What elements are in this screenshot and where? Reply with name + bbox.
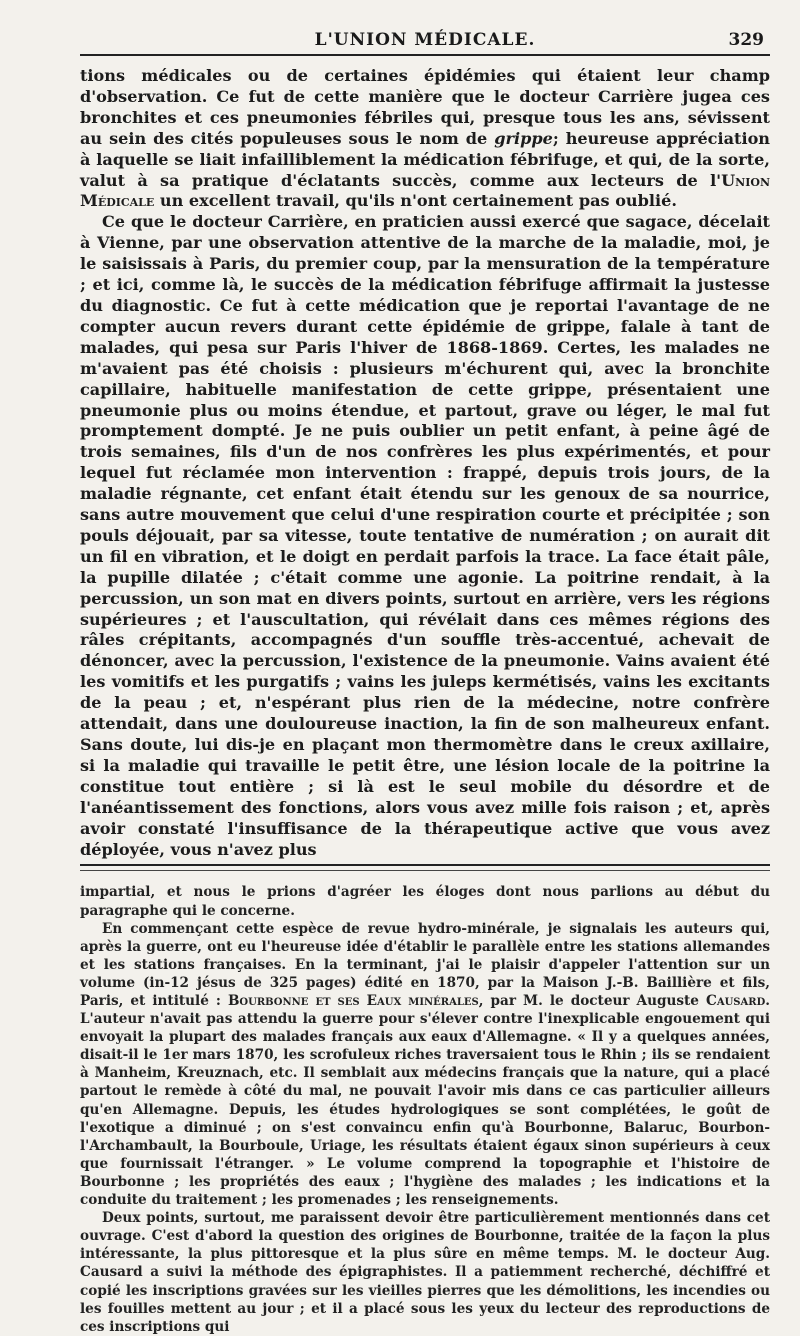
- text-run: . L'auteur n'avait pas attendu la guerre pour s'élever contre l'inexplicable engouement qui envoyait la plupart des malades français aux eaux d'Allemagne. « Il y a quelques années, disait-il le 1er mars 1870, les scrofuleux riches traversaient tous le Rhin ; ils se rendaient à Manheim, Kreuznach, etc. Il semblait aux médecins français que la nature, qui a placé partout le remède à côté du mal, ne pouvait l'avoir mis dans ce cas particulier ailleurs qu'en Allemagne. Depuis, les études hydrologiques se sont complétées, le goût de l'exotique a diminué ; on s'est convaincu enfin qu'à Bourbonne, Balaruc, Bourbon-l'Archambault, la Bourboule, Uriage, les résultats étaient égaux sinon supérieurs à ceux que fournissait l'étranger. » Le volume comprend la topographie et l'histoire de Bourbonne ; les propriétés des eaux ; l'hygiène des malades ; les indications et la conduite du traitement ; les promenades ; les renseignements.: [80, 993, 770, 1209]
- text-run: En commençant cette espèce de revue hydro-minérale, je signalais les auteurs qui, après la guerre, ont eu l'heureuse idée d'établir le parallèle entre les stations allemandes et les stations françaises. En la terminant, j'ai le plaisir d'appeler l'attention sur un volume (in-12 jésus de 325 pages) édité en 1870, par la Maison J.-B. Baillière et fils, Paris, et intitulé :: [80, 920, 770, 1009]
- page-number: 329: [728, 30, 764, 50]
- section-divider: [80, 864, 770, 871]
- text-run: un excellent travail, qu'ils n'ont certainement pas oublié.: [154, 191, 677, 211]
- text-run: , par M. le docteur Auguste: [478, 993, 706, 1009]
- author-name: Causard: [706, 993, 766, 1009]
- main-paragraph-2: Ce que le docteur Carrière, en praticien aussi exercé que sagace, décelait à Vienne, par une observation attentive de la marche de la maladie, moi, je le saisissais à Paris, du premier coup, par la mensuration de la température ; et ici, comme là, le succès de la médication fébrifuge affirmait la justesse du diagnostic. Ce fut à cette médication que je reportai l'avantage de ne compter aucun revers durant cette épidémie de grippe, falale à tant de malades, qui pesa sur Paris l'hiver de 1868-1869. Certes, les malades ne m'avaient pas été choisis : plusieurs m'échurent qui, avec la bronchite capillaire, habituelle manifestation de cette grippe, présentaient une pneumonie plus ou moins étendue, et partout, grave ou léger, le mal fut promptement dompté. Je ne puis oublier un petit enfant, à peine âgé de trois semaines, fils d'un de nos confrères les plus expérimentés, et pour lequel fut réclamée mon intervention : frappé, depuis trois jours, de la maladie régnante, cet enfant était étendu sur les genoux de sa nourrice, sans autre mouvement que celui d'une respiration courte et précipitée ; son pouls déjouait, par sa vitesse, toute tentative de numération ; on aurait dit un fil en vibration, et le doigt en perdait parfois la trace. La face était pâle, la pupille dilatée ; c'était comme une agonie. La poitrine rendait, à la percussion, un son mat en divers points, surtout en arrière, vers les régions supérieures ; et l'auscultation, qui révélait dans ces mêmes régions des râles crépitants, accompagnés d'un souffle très-accentué, achevait de dénoncer, avec la percussion, l'existence de la pneumonie. Vains avaient été les vomitifs et les purgatifs ; vains les juleps kermétisés, vains les excitants de la peau ; et, n'espérant plus rien de la médecine, notre confrère attendait, dans une douloureuse inaction, la fin de son malheureux enfant. Sans doute, lui dis-je en plaçant mon thermomètre dans le creux axillaire, si la maladie qui travaille le petit être, une lésion locale de la poitrine la constitue tout entière ; si là est le seul mobile du désordre et de l'anéantissement des fonctions, alors vous avez mille fois raison ; et, après avoir constaté l'insuffisance de la thérapeutique active que vous avez déployée, vous n'avez plus: [80, 212, 770, 859]
- note-paragraph-3: Deux points, surtout, me paraissent devoir être particulièrement mentionnés dans cet ouvrage. C'est d'abord la question des origines de Bourbonne, traitée de la façon la plus intéressante, la plus pittoresque et la plus sûre en même temps. M. le docteur Aug. Causard a suivi la méthode des épigraphistes. Il a patiemment recherché, déchiffré et copié les inscriptions gravées sur les vieilles pierres que les démolitions, les incendies ou les fouilles mettent au jour ; et il a placé sous les yeux du lecteur des reproductions de ces inscriptions qui: [80, 1210, 770, 1335]
- main-text: [80, 66, 770, 860]
- running-title: L'UNION MÉDICALE.: [314, 30, 536, 50]
- note-paragraph-2: [80, 920, 770, 1210]
- text-run: tions médicales ou de certaines épidémies qui étaient leur champ d'observation. Ce fut de cette manière que le docteur Carrière jugea ces bronchites et ces pneumonies fébriles qui, presque tous les ans, sévissent au sein des cités populeuses sous le nom de: [80, 66, 770, 148]
- text-run: ; heureuse appréciation à laquelle se liait infailliblement la médication fébrifuge, et qui, de la sorte, valut à sa pratique d'éclatants succès, comme aux lecteurs de l': [80, 128, 771, 190]
- notes-section: [80, 883, 770, 1335]
- journal-name: Union Médicale: [80, 170, 770, 211]
- page-header: [80, 28, 770, 56]
- book-title: Bourbonne et ses Eaux minérales: [227, 993, 479, 1009]
- emphasis-text: grippe: [494, 128, 553, 148]
- note-paragraph-1: impartial, et nous le prions d'agréer les éloges dont nous parlions au début du paragraphe qui le concerne.: [80, 884, 770, 919]
- main-paragraph-1: [80, 66, 770, 212]
